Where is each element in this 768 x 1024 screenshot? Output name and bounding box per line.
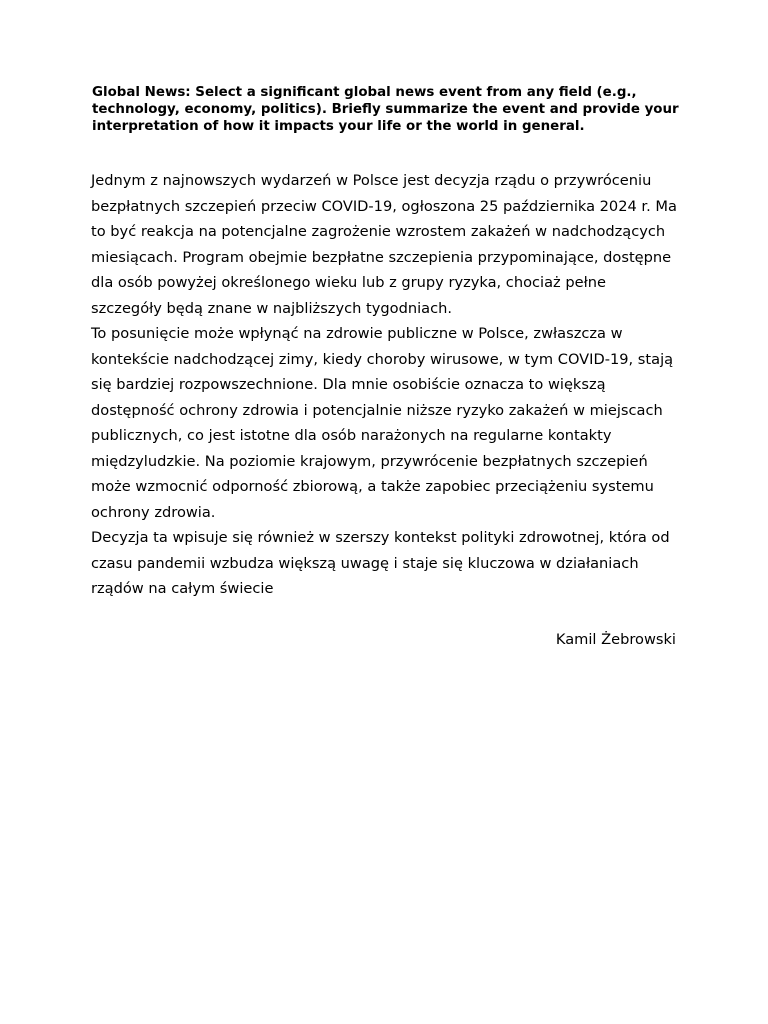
essay-paragraph-2: To posunięcie może wpłynąć na zdrowie publiczne w Polsce, zwłaszcza w kontekście nadchodzącej zimy, kiedy choroby wirusowe, w tym COVID-19, stają się bardziej rozpowszechnione. Dla mnie osobiście oznacza to większą dostępność ochrony zdrowia i potencjalnie niższe ryzyko zakażeń w miejscach publicznych, co jest istotne dla osób narażonych na regularne kontakty międzyludzkie. Na poziomie krajowym, przywrócenie bezpłatnych szczepień może wzmocnić odporność zbiorową, a także zapobiec przeciążeniu systemu ochrony zdrowia. — [91, 325, 674, 521]
assignment-prompt: Global News: Select a significant global news event from any field (e.g., technology, economy, politics). Briefly summarize the event and provide your interpretation of how it impacts your life or the world in general. — [92, 85, 679, 134]
author-signature: Kamil Żebrowski — [555, 631, 676, 648]
essay-body — [91, 168, 681, 602]
essay-paragraph-1: Jednym z najnowszych wydarzeń w Polsce jest decyzja rządu o przywróceniu bezpłatnych szczepień przeciw COVID-19, ogłoszona 25 października 2024 r. Ma to być reakcja na potencjalne zagrożenie wzrostem zakażeń w nadchodzących miesiącach. Program obejmie bezpłatne szczepienia przypominające, dostępne dla osób powyżej określonego wieku lub z grupy ryzyka, chociaż pełne szczegóły będą znane w najbliższych tygodniach. — [91, 172, 677, 317]
essay-paragraph-3: Decyzja ta wpisuje się również w szerszy kontekst polityki zdrowotnej, która od czasu pandemii wzbudza większą uwagę i staje się kluczowa w działaniach rządów na całym świecie — [91, 529, 670, 597]
